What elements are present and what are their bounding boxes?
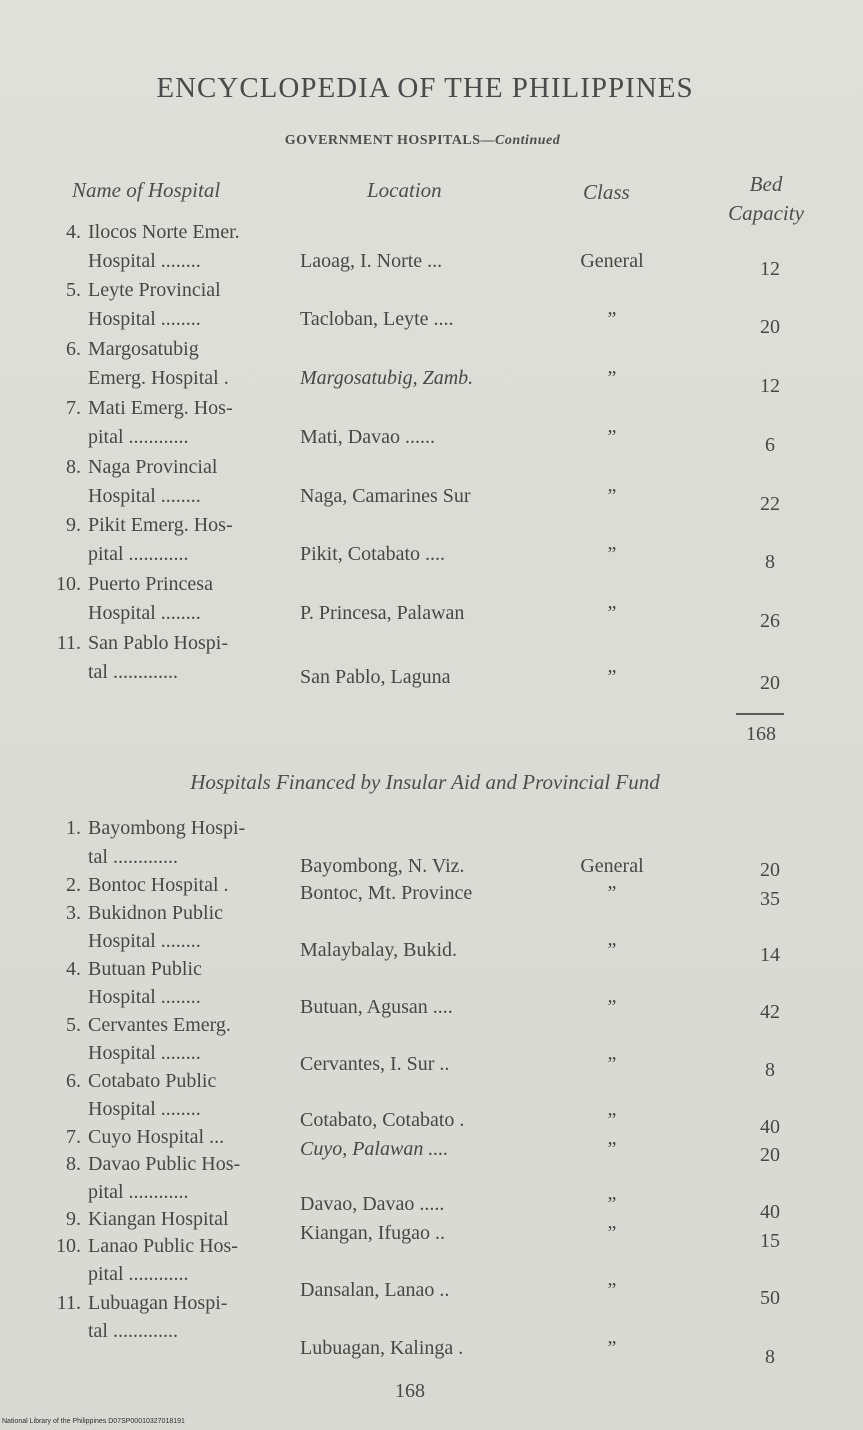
row-number: 4. bbox=[66, 958, 81, 980]
subtitle-main: GOVERNMENT HOSPITALS bbox=[284, 133, 481, 148]
hospital-location: Davao, Davao ..... bbox=[300, 1193, 445, 1215]
hospital-name-line-1: Kiangan Hospital bbox=[88, 1208, 229, 1230]
hospital-class: ” bbox=[607, 602, 617, 624]
hospital-location: Cervantes, I. Sur .. bbox=[300, 1053, 450, 1075]
hospital-class: ” bbox=[607, 939, 617, 961]
hospital-name-line-1: Cuyo Hospital ... bbox=[88, 1126, 225, 1148]
hospital-class: ” bbox=[607, 1337, 617, 1359]
hospital-location: San Pablo, Laguna bbox=[300, 666, 451, 688]
row-number: 9. bbox=[66, 1208, 81, 1230]
subtitle-continued: —Continued bbox=[480, 133, 561, 148]
row-number: 6. bbox=[66, 338, 81, 360]
hospital-location: Bontoc, Mt. Province bbox=[300, 882, 473, 904]
hospital-name-line-1: Bontoc Hospital . bbox=[88, 874, 229, 896]
bed-capacity: 8 bbox=[765, 551, 775, 573]
column-header-bed-capacity bbox=[716, 170, 816, 228]
hospital-name-line-1: Cotabato Public bbox=[88, 1070, 217, 1092]
hospital-name-line-2: Hospital ........ bbox=[88, 930, 201, 952]
bed-capacity: 20 bbox=[760, 1144, 780, 1166]
bed-capacity: 22 bbox=[760, 493, 780, 515]
column-header-location: Location bbox=[367, 178, 442, 202]
row-number: 7. bbox=[66, 397, 81, 419]
hospital-class: ” bbox=[607, 666, 617, 688]
row-number: 11. bbox=[56, 632, 81, 654]
bed-capacity: 40 bbox=[760, 1201, 780, 1223]
bed-capacity: 14 bbox=[760, 944, 780, 966]
hospital-name-line-1: Ilocos Norte Emer. bbox=[88, 221, 240, 243]
bed-capacity: 20 bbox=[760, 859, 780, 881]
hospital-class: ” bbox=[607, 882, 617, 904]
hospital-name-line-1: Naga Provincial bbox=[88, 456, 218, 478]
row-number: 4. bbox=[66, 221, 81, 243]
hospital-class: ” bbox=[607, 1053, 617, 1075]
row-number: 1. bbox=[66, 817, 81, 839]
column-header-name: Name of Hospital bbox=[72, 178, 221, 202]
bed-capacity: 8 bbox=[765, 1059, 775, 1081]
hospital-name-line-2: Hospital ........ bbox=[88, 602, 201, 624]
hospital-name-line-1: Butuan Public bbox=[88, 958, 202, 980]
hospital-class: General bbox=[580, 250, 644, 272]
row-number: 9. bbox=[66, 514, 81, 536]
column-header-class: Class bbox=[583, 180, 630, 204]
hospital-name-line-2: Hospital ........ bbox=[88, 250, 201, 272]
bed-capacity: 26 bbox=[760, 610, 780, 632]
hospital-location: Naga, Camarines Sur bbox=[300, 485, 471, 507]
bed-header-line-1: Bed bbox=[749, 172, 783, 196]
section-subtitle bbox=[0, 133, 845, 149]
bed-capacity: 50 bbox=[760, 1287, 780, 1309]
page-title: ENCYCLOPEDIA OF THE PHILIPPINES bbox=[156, 72, 694, 104]
row-number: 10. bbox=[56, 1235, 81, 1257]
hospital-name-line-1: Bayombong Hospi- bbox=[88, 817, 246, 839]
bed-capacity-total: 168 bbox=[746, 723, 776, 745]
hospital-class: ” bbox=[607, 1193, 617, 1215]
bed-capacity: 20 bbox=[760, 316, 780, 338]
hospital-name-line-2: pital ............ bbox=[88, 426, 189, 448]
row-number: 5. bbox=[66, 279, 81, 301]
hospital-location: Cotabato, Cotabato . bbox=[300, 1109, 465, 1131]
hospital-location: Cuyo, Palawan .... bbox=[300, 1138, 449, 1160]
hospital-name-line-1: Mati Emerg. Hos- bbox=[88, 397, 233, 419]
hospital-name-line-2: tal ............. bbox=[88, 661, 178, 683]
hospital-class: ” bbox=[607, 426, 617, 448]
hospital-name-line-1: Pikit Emerg. Hos- bbox=[88, 514, 233, 536]
hospital-name-line-2: pital ............ bbox=[88, 543, 189, 565]
hospital-location: Margosatubig, Zamb. bbox=[300, 367, 474, 389]
section-heading: Hospitals Financed by Insular Aid and Provincial Fund bbox=[190, 770, 660, 794]
hospital-name-line-2: Hospital ........ bbox=[88, 986, 201, 1008]
bed-capacity: 8 bbox=[765, 1346, 775, 1368]
hospital-name-line-2: Hospital ........ bbox=[88, 1098, 201, 1120]
hospital-name-line-2: Hospital ........ bbox=[88, 308, 201, 330]
hospital-class: ” bbox=[607, 1138, 617, 1160]
hospital-name-line-1: Davao Public Hos- bbox=[88, 1153, 241, 1175]
row-number: 10. bbox=[56, 573, 81, 595]
bed-header-line-2: Capacity bbox=[728, 201, 804, 225]
hospital-name-line-1: San Pablo Hospi- bbox=[88, 632, 228, 654]
row-number: 2. bbox=[66, 874, 81, 896]
hospital-class: ” bbox=[607, 996, 617, 1018]
total-rule bbox=[736, 713, 784, 715]
page-number: 168 bbox=[395, 1380, 425, 1402]
hospital-location: Laoag, I. Norte ... bbox=[300, 250, 443, 272]
row-number: 5. bbox=[66, 1014, 81, 1036]
hospital-name-line-2: Hospital ........ bbox=[88, 1042, 201, 1064]
archive-footer: National Library of the Philippines D07SP00010327018191 bbox=[2, 1418, 185, 1425]
row-number: 8. bbox=[66, 1153, 81, 1175]
hospital-name-line-2: Hospital ........ bbox=[88, 485, 201, 507]
hospital-class: ” bbox=[607, 1109, 617, 1131]
hospital-location: Lubuagan, Kalinga . bbox=[300, 1337, 464, 1359]
hospital-name-line-1: Lanao Public Hos- bbox=[88, 1235, 238, 1257]
row-number: 6. bbox=[66, 1070, 81, 1092]
hospital-name-line-2: Emerg. Hospital . bbox=[88, 367, 229, 389]
bed-capacity: 20 bbox=[760, 672, 780, 694]
row-number: 8. bbox=[66, 456, 81, 478]
hospital-location: Mati, Davao ...... bbox=[300, 426, 435, 448]
bed-capacity: 15 bbox=[760, 1230, 780, 1252]
hospital-name-line-1: Lubuagan Hospi- bbox=[88, 1292, 228, 1314]
hospital-class: ” bbox=[607, 1279, 617, 1301]
hospital-location: Pikit, Cotabato .... bbox=[300, 543, 445, 565]
hospital-class: ” bbox=[607, 1222, 617, 1244]
bed-capacity: 42 bbox=[760, 1001, 780, 1023]
hospital-name-line-2: pital ............ bbox=[88, 1181, 189, 1203]
row-number: 7. bbox=[66, 1126, 81, 1148]
hospital-location: Bayombong, N. Viz. bbox=[300, 855, 465, 877]
row-number: 3. bbox=[66, 902, 81, 924]
bed-capacity: 40 bbox=[760, 1116, 780, 1138]
hospital-name-line-1: Margosatubig bbox=[88, 338, 199, 360]
hospital-location: Malaybalay, Bukid. bbox=[300, 939, 458, 961]
bed-capacity: 35 bbox=[760, 888, 780, 910]
hospital-location: Butuan, Agusan .... bbox=[300, 996, 453, 1018]
hospital-class: ” bbox=[607, 543, 617, 565]
hospital-name-line-2: tal ............. bbox=[88, 1320, 178, 1342]
hospital-name-line-2: pital ............ bbox=[88, 1263, 189, 1285]
hospital-location: Tacloban, Leyte .... bbox=[300, 308, 454, 330]
hospital-name-line-1: Bukidnon Public bbox=[88, 902, 224, 924]
hospital-class: ” bbox=[607, 485, 617, 507]
hospital-name-line-1: Cervantes Emerg. bbox=[88, 1014, 231, 1036]
hospital-name-line-2: tal ............. bbox=[88, 846, 178, 868]
hospital-class: General bbox=[580, 855, 644, 877]
hospital-location: Kiangan, Ifugao .. bbox=[300, 1222, 445, 1244]
hospital-location: P. Princesa, Palawan bbox=[300, 602, 465, 624]
bed-capacity: 6 bbox=[765, 434, 775, 456]
hospital-location: Dansalan, Lanao .. bbox=[300, 1279, 450, 1301]
hospital-name-line-1: Puerto Princesa bbox=[88, 573, 213, 595]
row-number: 11. bbox=[56, 1292, 81, 1314]
bed-capacity: 12 bbox=[760, 258, 780, 280]
hospital-class: ” bbox=[607, 367, 617, 389]
hospital-class: ” bbox=[607, 308, 617, 330]
bed-capacity: 12 bbox=[760, 375, 780, 397]
hospital-name-line-1: Leyte Provincial bbox=[88, 279, 221, 301]
